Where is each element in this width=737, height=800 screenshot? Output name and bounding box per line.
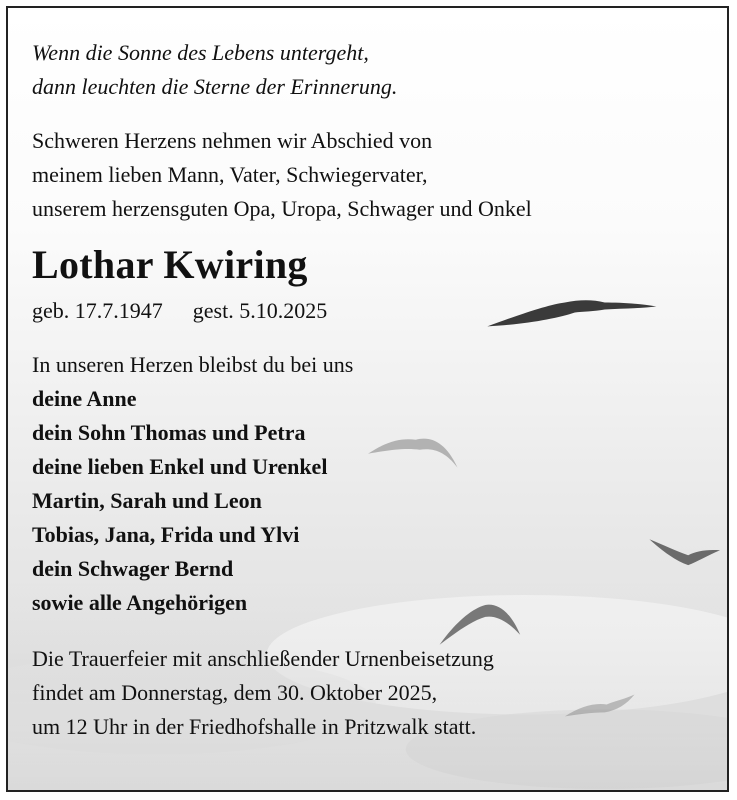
mourner-item: dein Sohn Thomas und Petra [32, 420, 306, 445]
motto-line: Wenn die Sonne des Lebens untergeht, [32, 40, 369, 65]
death-date: gest. 5.10.2025 [192, 298, 328, 323]
mourner-item: Martin, Sarah und Leon [32, 488, 262, 513]
motto [32, 36, 707, 104]
mourner-item: deine lieben Enkel und Urenkel [32, 454, 328, 479]
notice-content [32, 36, 707, 744]
motto-line: dann leuchten die Sterne der Erinnerung. [32, 74, 398, 99]
service-line: findet am Donnerstag, dem 30. Oktober 2025, [32, 680, 438, 705]
funeral-service-info [32, 642, 707, 744]
intro-line: meinem lieben Mann, Vater, Schwiegervater, [32, 162, 428, 187]
mourners-list [32, 382, 707, 620]
mourner-item: sowie alle Angehörigen [32, 590, 248, 615]
farewell-intro [32, 124, 707, 226]
service-line: Die Trauerfeier mit anschließender Urnenbeisetzung [32, 646, 494, 671]
birth-date: geb. 17.7.1947 [32, 298, 163, 323]
intro-line: unserem herzensguten Opa, Uropa, Schwager und Onkel [32, 196, 532, 221]
mourner-item: Tobias, Jana, Frida und Ylvi [32, 522, 300, 547]
service-line: um 12 Uhr in der Friedhofshalle in Pritzwalk statt. [32, 714, 477, 739]
mourner-item: dein Schwager Bernd [32, 556, 234, 581]
obituary-notice [6, 6, 729, 792]
remembrance-line: In unseren Herzen bleibst du bei uns [32, 352, 354, 377]
life-dates [32, 294, 707, 328]
mourner-item: deine Anne [32, 386, 137, 411]
deceased-name: Lothar Kwiring [32, 242, 308, 287]
intro-line: Schweren Herzens nehmen wir Abschied von [32, 128, 433, 153]
